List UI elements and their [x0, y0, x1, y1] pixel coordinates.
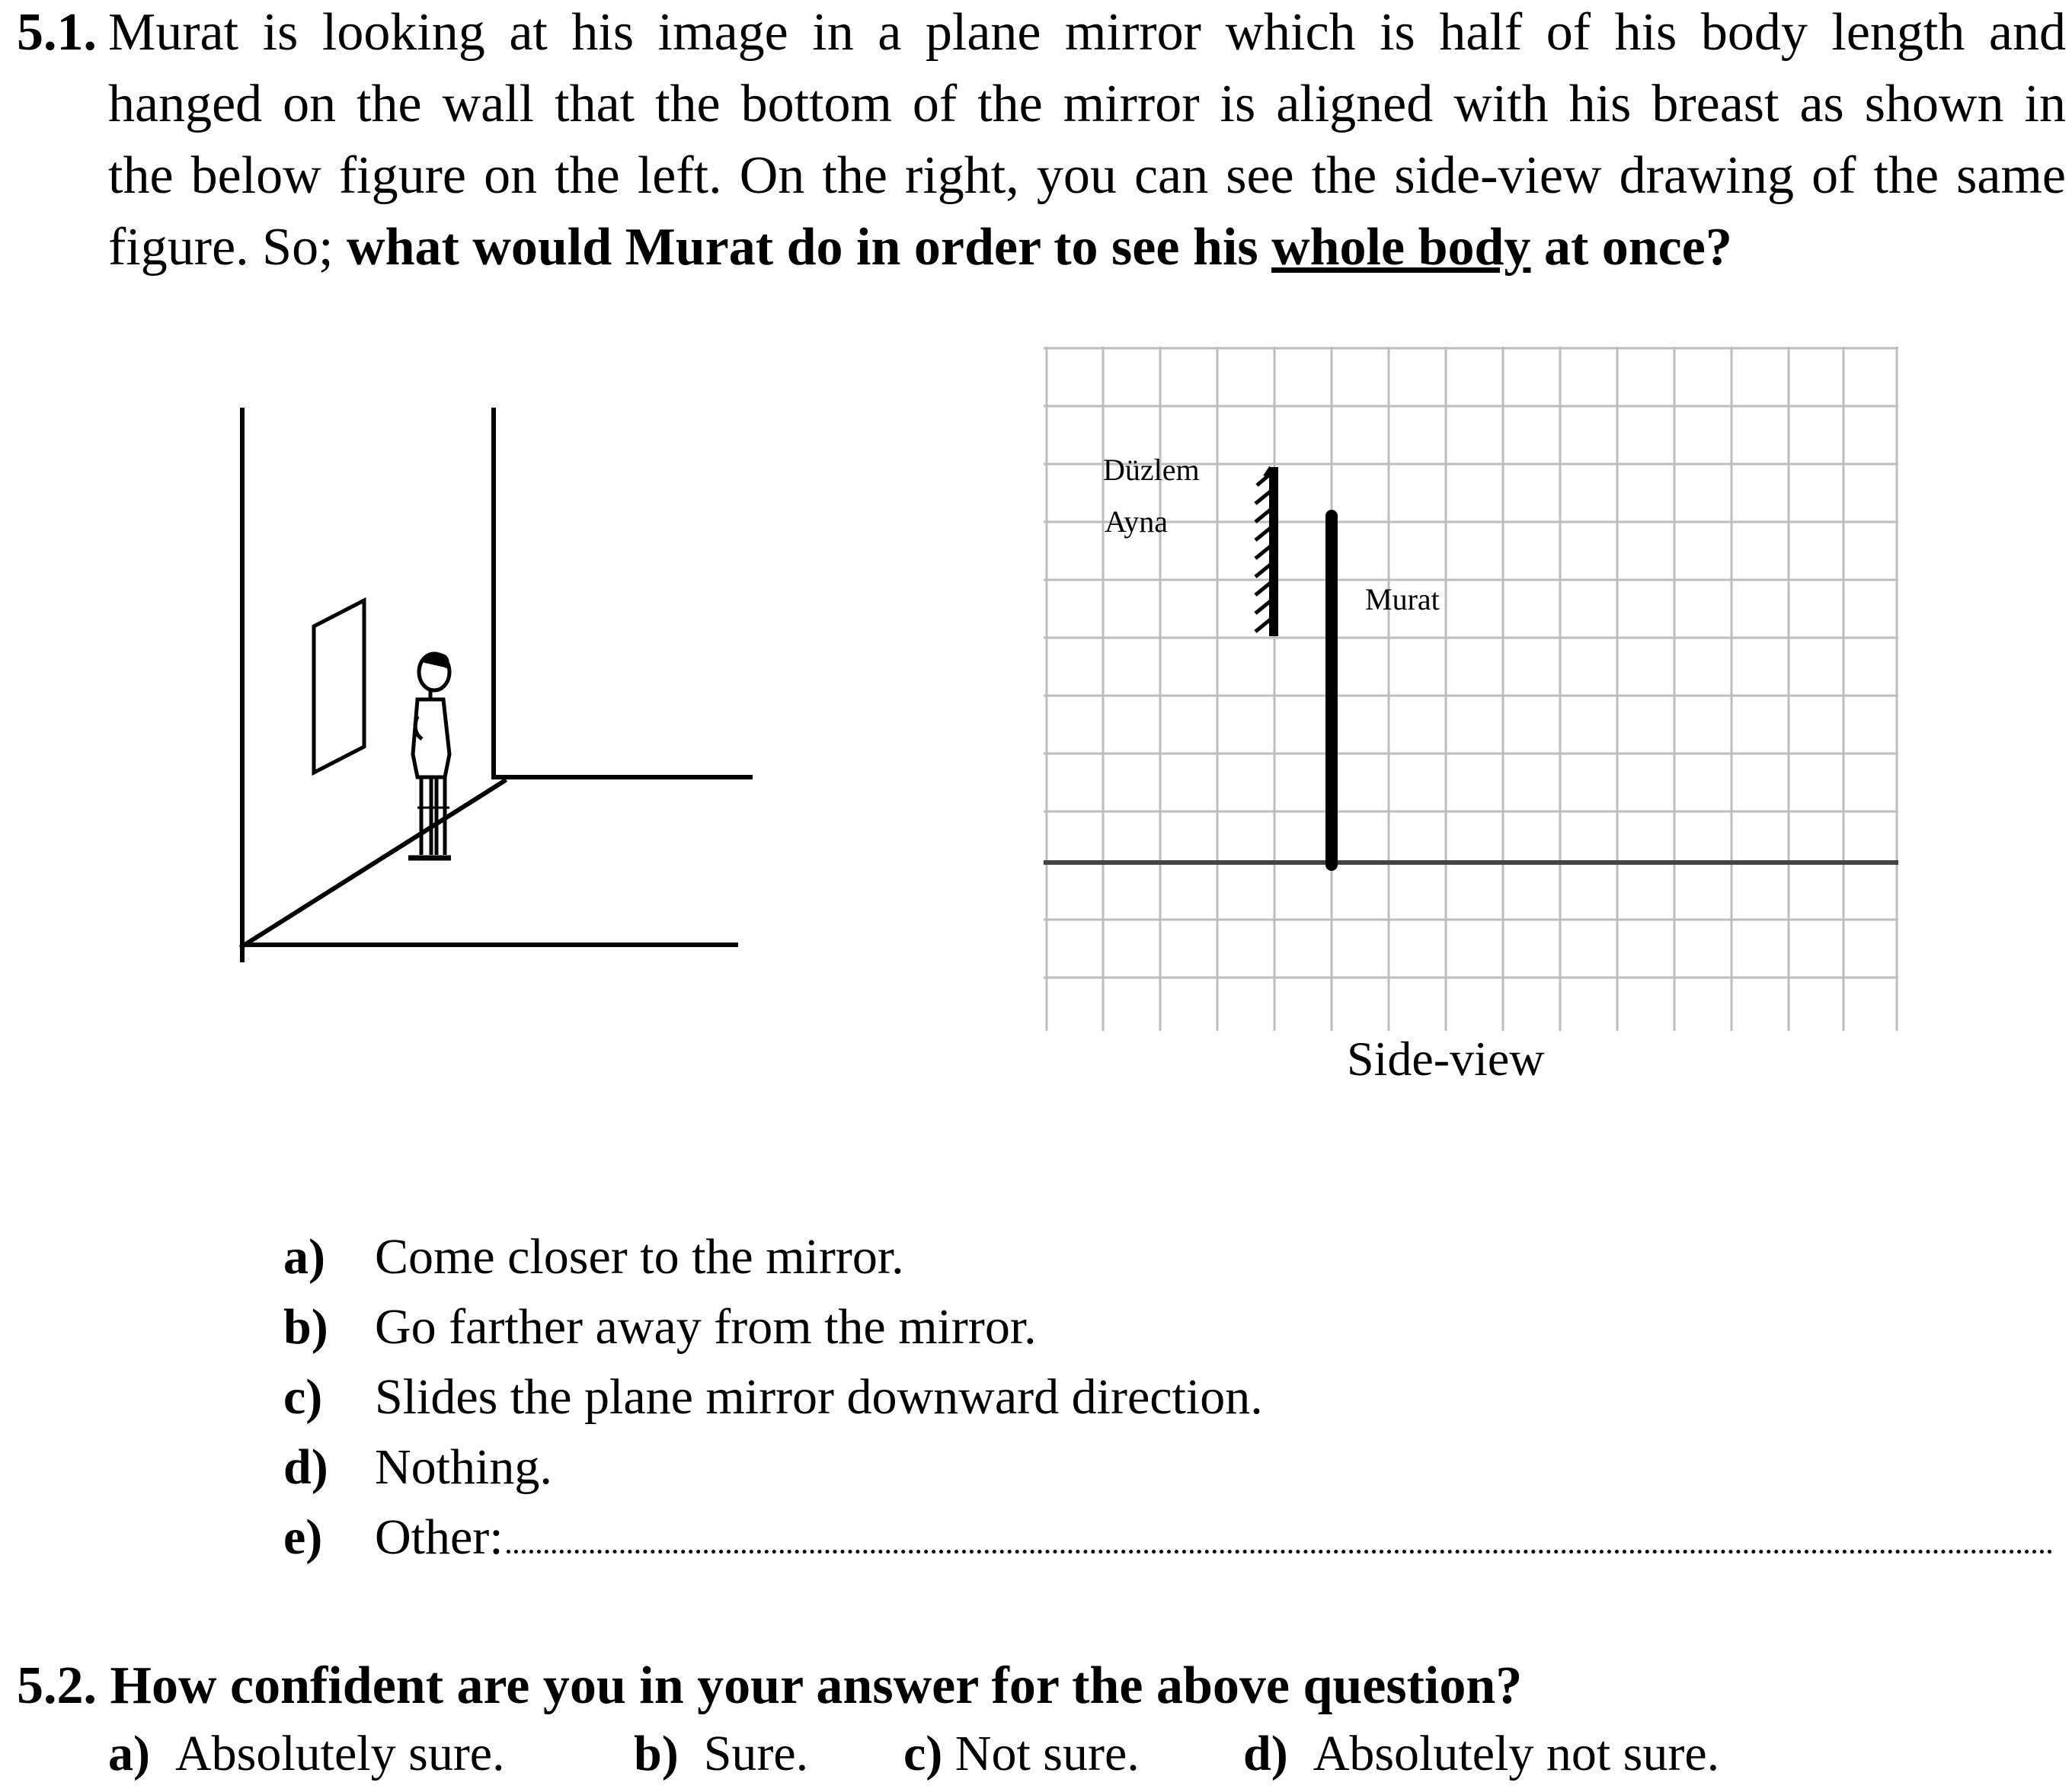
choice-letter: d)	[1243, 1726, 1288, 1781]
confidence-c[interactable]	[903, 1719, 1140, 1789]
option-letter: b)	[283, 1299, 328, 1355]
question-emphasis: what would Murat do in order to see his	[347, 218, 1272, 277]
side-view-caption: Side-view	[1347, 1032, 1545, 1086]
question-line-2: hanged on the wall that the bottom of the mirror is aligned with his breast as shown in	[108, 75, 2066, 133]
choice-letter: c)	[903, 1726, 943, 1781]
room-sketch-figure	[221, 396, 769, 975]
question-5-2	[17, 1650, 1522, 1722]
question-line-4	[108, 212, 1732, 283]
plane-mirror-symbol	[1255, 467, 1274, 636]
confidence-b[interactable]	[634, 1719, 808, 1789]
murat-figure	[408, 654, 451, 858]
option-letter: e)	[283, 1509, 323, 1565]
floor-diagonal	[242, 781, 504, 946]
mirror-label-line-2: Ayna	[1105, 504, 1168, 539]
side-view-diagram	[1044, 347, 1912, 1063]
question-line-1: Murat is looking at his image in a plane mirror which is half of his body length and	[108, 3, 2066, 62]
option-text: Come closer to the mirror.	[375, 1229, 904, 1285]
question-5-2-number: 5.2.	[17, 1656, 97, 1715]
choice-text: Sure.	[703, 1726, 809, 1781]
question-5-2-text: How confident are you in your answer for the above question?	[110, 1656, 1523, 1715]
choice-text: Absolutely sure.	[174, 1726, 505, 1781]
murat-label: Murat	[1365, 582, 1440, 616]
confidence-a[interactable]	[108, 1719, 505, 1789]
question-line-3: the below figure on the left. On the right, you can see the side-view drawing of the same	[108, 146, 2066, 205]
choice-letter: a)	[108, 1726, 150, 1781]
mirror-on-wall	[314, 600, 364, 773]
choice-letter: b)	[634, 1726, 679, 1781]
question-line-4-prefix: figure. So;	[108, 218, 347, 277]
option-c[interactable]	[283, 1362, 1263, 1432]
mirror-label-line-1: Düzlem	[1103, 453, 1200, 487]
choice-text: Absolutely not sure.	[1313, 1726, 1720, 1781]
option-letter: d)	[283, 1439, 328, 1495]
option-e[interactable]	[283, 1503, 2053, 1573]
option-text: Other:	[375, 1509, 504, 1565]
question-number: 5.1.	[17, 3, 97, 62]
question-underlined-phrase: whole body	[1271, 218, 1531, 277]
option-b[interactable]	[283, 1292, 1037, 1362]
choice-text: Not sure.	[954, 1726, 1140, 1781]
other-answer-blank[interactable]	[507, 1536, 2053, 1554]
question-line-4-suffix: at once?	[1530, 218, 1732, 277]
option-text: Go farther away from the mirror.	[375, 1299, 1037, 1355]
option-text: Slides the plane mirror downward direction.	[375, 1369, 1263, 1425]
grid-lines	[1044, 347, 1898, 1031]
option-letter: a)	[283, 1229, 325, 1285]
option-text: Nothing.	[375, 1439, 552, 1495]
confidence-d[interactable]	[1243, 1719, 1719, 1789]
option-d[interactable]	[283, 1432, 552, 1503]
option-a[interactable]	[283, 1222, 904, 1292]
option-letter: c)	[283, 1369, 323, 1425]
